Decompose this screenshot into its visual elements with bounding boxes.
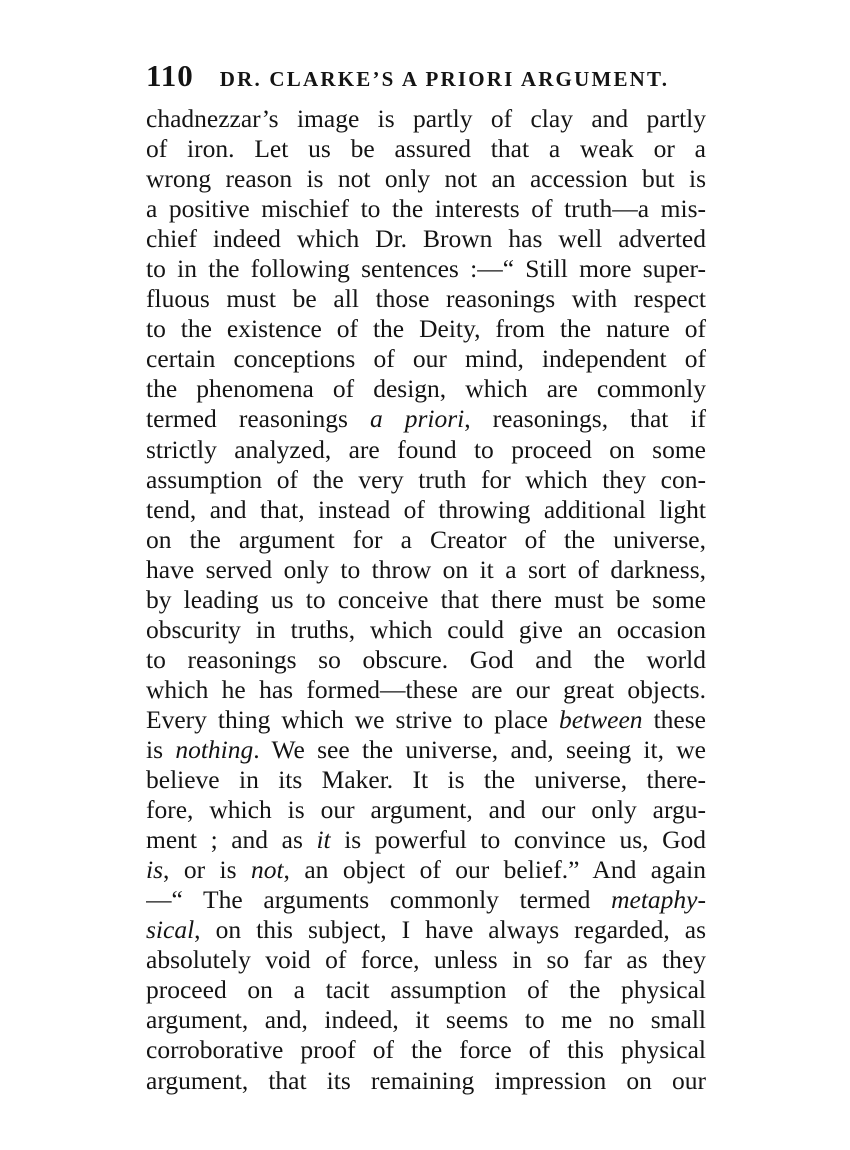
text-run: these bbox=[642, 704, 706, 734]
text-line bbox=[146, 945, 706, 975]
text-run: fore, which is our argument, and our only argu- bbox=[146, 795, 706, 825]
text-line bbox=[146, 404, 706, 434]
text-run: on the argument for a Creator of the universe, bbox=[146, 524, 706, 554]
text-run: chadnezzar’s image is partly of clay and partly bbox=[146, 104, 706, 133]
text-line bbox=[146, 1005, 706, 1035]
text-line bbox=[146, 825, 706, 855]
text-run: to the existence of the Deity, from the nature of bbox=[146, 314, 706, 344]
italic-text: not bbox=[250, 855, 284, 885]
text-run: proceed on a tacit assumption of the physical bbox=[146, 975, 706, 1005]
text-line bbox=[146, 314, 706, 344]
text-run: certain conceptions of our mind, independent of bbox=[146, 344, 706, 374]
body-text bbox=[146, 104, 706, 1096]
text-line bbox=[146, 615, 706, 645]
text-line bbox=[146, 164, 706, 194]
text-line bbox=[146, 705, 706, 735]
text-run: of iron. Let us be assured that a weak or a bbox=[146, 134, 706, 164]
text-run: ment ; and as bbox=[146, 825, 317, 855]
italic-text: between bbox=[558, 704, 643, 734]
text-line bbox=[146, 134, 706, 164]
text-line bbox=[146, 1035, 706, 1065]
italic-text: nothing bbox=[175, 734, 254, 764]
text-run: Every thing which we strive to place bbox=[146, 704, 559, 734]
text-run: , on this subject, I have always regarded, as bbox=[194, 915, 706, 945]
text-run: strictly analyzed, are found to proceed on some bbox=[146, 434, 706, 464]
text-run: wrong reason is not only not an accession but is bbox=[146, 164, 706, 194]
text-run: is bbox=[146, 734, 176, 764]
text-line bbox=[146, 975, 706, 1005]
text-line bbox=[146, 465, 706, 495]
text-run: corroborative proof of the force of this physical bbox=[146, 1035, 706, 1065]
text-line bbox=[146, 194, 706, 224]
text-line bbox=[146, 795, 706, 825]
text-run: the phenomena of design, which are commonly bbox=[146, 374, 706, 404]
italic-text: sical bbox=[146, 915, 195, 945]
text-run: by leading us to conceive that there must be some bbox=[146, 584, 706, 614]
text-line bbox=[146, 735, 706, 765]
text-run: , reasonings, that if bbox=[464, 404, 706, 434]
italic-text: a priori bbox=[369, 404, 465, 434]
running-head bbox=[146, 56, 706, 96]
italic-text: metaphy- bbox=[611, 885, 706, 915]
text-run: argument, that its remaining impression on our bbox=[146, 1065, 706, 1095]
text-run: have served only to throw on it a sort of darkness, bbox=[146, 554, 706, 584]
text-line bbox=[146, 585, 706, 615]
text-run: tend, and that, instead of throwing additional light bbox=[146, 494, 706, 524]
text-run: a positive mischief to the interests of truth—a mis- bbox=[146, 194, 706, 224]
text-line bbox=[146, 1066, 706, 1096]
text-run: —“ The arguments commonly termed bbox=[146, 885, 612, 915]
text-line bbox=[146, 224, 706, 254]
text-line bbox=[146, 104, 706, 134]
text-run: to in the following sentences :—“ Still more super- bbox=[146, 254, 706, 284]
text-line bbox=[146, 435, 706, 465]
text-run: argument, and, indeed, it seems to me no small bbox=[146, 1005, 706, 1035]
text-run: is powerful to convince us, God bbox=[330, 825, 706, 855]
text-line bbox=[146, 855, 706, 885]
text-run: fluous must be all those reasonings with respect bbox=[146, 284, 706, 314]
page-number: 110 bbox=[146, 58, 194, 93]
text-line bbox=[146, 915, 706, 945]
text-line bbox=[146, 765, 706, 795]
text-line bbox=[146, 495, 706, 525]
text-run: assumption of the very truth for which they con- bbox=[146, 464, 706, 494]
text-run: . We see the universe, and, seeing it, we bbox=[253, 734, 706, 764]
text-line bbox=[146, 254, 706, 284]
text-run: obscurity in truths, which could give an occasion bbox=[146, 614, 706, 644]
italic-text: is bbox=[146, 855, 164, 885]
text-run: absolutely void of force, unless in so far as they bbox=[146, 945, 706, 975]
italic-text: it bbox=[316, 825, 331, 855]
text-line bbox=[146, 675, 706, 705]
text-line bbox=[146, 284, 706, 314]
text-line bbox=[146, 885, 706, 915]
text-line bbox=[146, 525, 706, 555]
text-run: chief indeed which Dr. Brown has well adverted bbox=[146, 224, 706, 254]
text-line bbox=[146, 374, 706, 404]
text-line bbox=[146, 344, 706, 374]
text-run: to reasonings so obscure. God and the world bbox=[146, 644, 706, 674]
text-run: termed reasonings bbox=[146, 404, 370, 434]
running-head-title: DR. CLARKE’S A PRIORI ARGUMENT. bbox=[219, 67, 670, 91]
text-run: , an object of our belief.” And again bbox=[283, 855, 706, 885]
text-run: , or is bbox=[163, 855, 251, 885]
text-line bbox=[146, 555, 706, 585]
text-run: believe in its Maker. It is the universe, there- bbox=[146, 765, 706, 795]
text-line bbox=[146, 645, 706, 675]
text-run: which he has formed—these are our great objects. bbox=[146, 674, 706, 704]
